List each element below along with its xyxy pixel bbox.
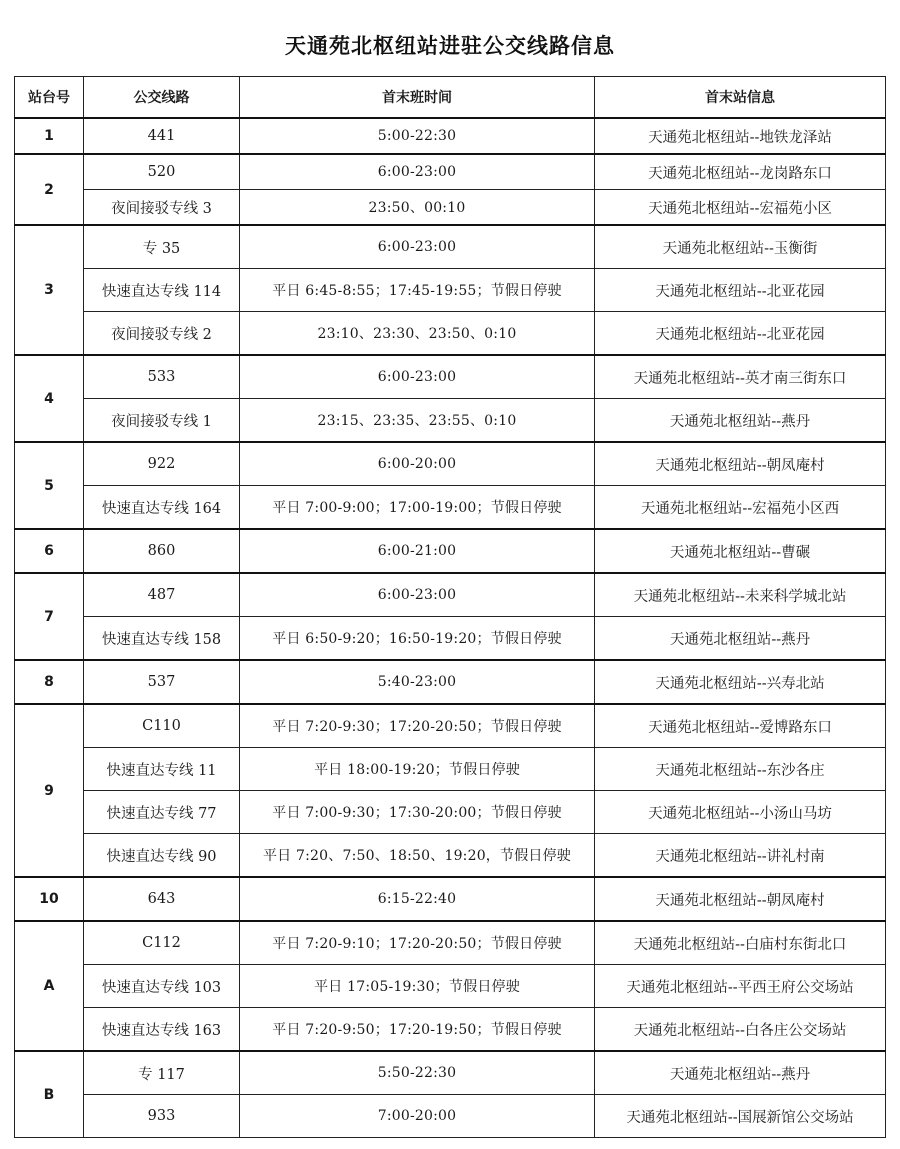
terminals: 天通苑北枢纽站--国展新馆公交场站: [595, 1095, 886, 1138]
table-header: [15, 77, 886, 119]
stand-number: 7: [15, 573, 84, 660]
stand-group-8: [15, 660, 886, 704]
stand-number: 8: [15, 660, 84, 704]
service-hours: 5:50-22:30: [240, 1051, 595, 1095]
terminals: 天通苑北枢纽站--宏福苑小区: [595, 190, 886, 226]
terminals: 天通苑北枢纽站--兴寿北站: [595, 660, 886, 704]
service-hours: 5:00-22:30: [240, 118, 595, 154]
bus-line: 夜间接驳专线 2: [84, 312, 240, 356]
table-row: [15, 748, 886, 791]
terminals: 天通苑北枢纽站--燕丹: [595, 617, 886, 661]
service-hours: 6:15-22:40: [240, 877, 595, 921]
terminals: 天通苑北枢纽站--曹碾: [595, 529, 886, 573]
stand-group-3: [15, 225, 886, 355]
service-hours: 平日 17:05-19:30；节假日停驶: [240, 965, 595, 1008]
terminals: 天通苑北枢纽站--燕丹: [595, 1051, 886, 1095]
stand-number: 10: [15, 877, 84, 921]
table-row: [15, 1008, 886, 1052]
stand-group-10: [15, 877, 886, 921]
bus-line: 专 35: [84, 225, 240, 269]
stand-group-2: [15, 154, 886, 225]
bus-line: 533: [84, 355, 240, 399]
terminals: 天通苑北枢纽站--北亚花园: [595, 312, 886, 356]
terminals: 天通苑北枢纽站--地铁龙泽站: [595, 118, 886, 154]
service-hours: 平日 7:20-9:10；17:20-20:50；节假日停驶: [240, 921, 595, 965]
stand-group-4: [15, 355, 886, 442]
header-bus-line: 公交线路: [84, 77, 240, 119]
terminals: 天通苑北枢纽站--英才南三街东口: [595, 355, 886, 399]
bus-line: 快速直达专线 164: [84, 486, 240, 530]
stand-group-6: [15, 529, 886, 573]
service-hours: 6:00-23:00: [240, 355, 595, 399]
service-hours: 平日 7:20-9:30；17:20-20:50；节假日停驶: [240, 704, 595, 748]
bus-line: C112: [84, 921, 240, 965]
table-row: [15, 660, 886, 704]
stand-number: 5: [15, 442, 84, 529]
service-hours: 平日 6:50-9:20；16:50-19:20；节假日停驶: [240, 617, 595, 661]
table-row: [15, 225, 886, 269]
service-hours: 6:00-21:00: [240, 529, 595, 573]
stand-number: 6: [15, 529, 84, 573]
terminals: 天通苑北枢纽站--玉衡街: [595, 225, 886, 269]
table-row: [15, 399, 886, 443]
terminals: 天通苑北枢纽站--朝凤庵村: [595, 442, 886, 486]
header-terminals: 首末站信息: [595, 77, 886, 119]
stand-number: B: [15, 1051, 84, 1138]
bus-line: 520: [84, 154, 240, 190]
stand-group-1: [15, 118, 886, 154]
table-row: [15, 791, 886, 834]
table-row: [15, 573, 886, 617]
bus-line: 快速直达专线 77: [84, 791, 240, 834]
terminals: 天通苑北枢纽站--朝凤庵村: [595, 877, 886, 921]
bus-line: 922: [84, 442, 240, 486]
bus-line: 快速直达专线 114: [84, 269, 240, 312]
table-row: [15, 704, 886, 748]
bus-line: 860: [84, 529, 240, 573]
terminals: 天通苑北枢纽站--白各庄公交场站: [595, 1008, 886, 1052]
bus-line: 快速直达专线 158: [84, 617, 240, 661]
service-hours: 平日 7:20-9:50；17:20-19:50；节假日停驶: [240, 1008, 595, 1052]
table-row: [15, 118, 886, 154]
service-hours: 平日 7:00-9:30；17:30-20:00；节假日停驶: [240, 791, 595, 834]
service-hours: 23:15、23:35、23:55、0:10: [240, 399, 595, 443]
table-row: [15, 312, 886, 356]
service-hours: 23:50、00:10: [240, 190, 595, 226]
table-row: [15, 965, 886, 1008]
page-title: 天通苑北枢纽站进驻公交线路信息: [285, 33, 615, 58]
stand-number: 9: [15, 704, 84, 877]
bus-line: 643: [84, 877, 240, 921]
table-row: [15, 921, 886, 965]
service-hours: 平日 7:20、7:50、18:50、19:20，节假日停驶: [240, 834, 595, 878]
stand-number: 2: [15, 154, 84, 225]
terminals: 天通苑北枢纽站--未来科学城北站: [595, 573, 886, 617]
table-row: [15, 834, 886, 878]
table-row: [15, 877, 886, 921]
table-row: [15, 617, 886, 661]
bus-line: C110: [84, 704, 240, 748]
bus-line: 快速直达专线 163: [84, 1008, 240, 1052]
table-row: [15, 154, 886, 190]
table-row: [15, 442, 886, 486]
service-hours: 6:00-23:00: [240, 573, 595, 617]
terminals: 天通苑北枢纽站--白庙村东街北口: [595, 921, 886, 965]
service-hours: 平日 18:00-19:20；节假日停驶: [240, 748, 595, 791]
service-hours: 6:00-23:00: [240, 225, 595, 269]
bus-line: 933: [84, 1095, 240, 1138]
header-stand: 站台号: [15, 77, 84, 119]
bus-line: 441: [84, 118, 240, 154]
terminals: 天通苑北枢纽站--小汤山马坊: [595, 791, 886, 834]
terminals: 天通苑北枢纽站--爱博路东口: [595, 704, 886, 748]
terminals: 天通苑北枢纽站--北亚花园: [595, 269, 886, 312]
table-row: [15, 269, 886, 312]
stand-number: 4: [15, 355, 84, 442]
terminals: 天通苑北枢纽站--东沙各庄: [595, 748, 886, 791]
stand-group-b: [15, 1051, 886, 1138]
bus-line: 专 117: [84, 1051, 240, 1095]
stand-group-9: [15, 704, 886, 877]
bus-line: 夜间接驳专线 3: [84, 190, 240, 226]
table-row: [15, 355, 886, 399]
stand-group-a: [15, 921, 886, 1051]
terminals: 天通苑北枢纽站--平西王府公交场站: [595, 965, 886, 1008]
bus-line: 快速直达专线 103: [84, 965, 240, 1008]
bus-line: 487: [84, 573, 240, 617]
terminals: 天通苑北枢纽站--宏福苑小区西: [595, 486, 886, 530]
service-hours: 23:10、23:30、23:50、0:10: [240, 312, 595, 356]
stand-number: 3: [15, 225, 84, 355]
terminals: 天通苑北枢纽站--龙岗路东口: [595, 154, 886, 190]
table-row: [15, 529, 886, 573]
table-row: [15, 486, 886, 530]
bus-line: 快速直达专线 90: [84, 834, 240, 878]
bus-line: 快速直达专线 11: [84, 748, 240, 791]
bus-route-table: [14, 76, 886, 1138]
terminals: 天通苑北枢纽站--燕丹: [595, 399, 886, 443]
stand-number: 1: [15, 118, 84, 154]
bus-line: 夜间接驳专线 1: [84, 399, 240, 443]
terminals: 天通苑北枢纽站--讲礼村南: [595, 834, 886, 878]
stand-number: A: [15, 921, 84, 1051]
service-hours: 平日 7:00-9:00；17:00-19:00；节假日停驶: [240, 486, 595, 530]
service-hours: 5:40-23:00: [240, 660, 595, 704]
header-service-hours: 首末班时间: [240, 77, 595, 119]
service-hours: 6:00-20:00: [240, 442, 595, 486]
stand-group-5: [15, 442, 886, 529]
table-row: [15, 190, 886, 226]
stand-group-7: [15, 573, 886, 660]
table-row: [15, 1095, 886, 1138]
service-hours: 6:00-23:00: [240, 154, 595, 190]
service-hours: 平日 6:45-8:55；17:45-19:55；节假日停驶: [240, 269, 595, 312]
service-hours: 7:00-20:00: [240, 1095, 595, 1138]
table-row: [15, 1051, 886, 1095]
bus-line: 537: [84, 660, 240, 704]
